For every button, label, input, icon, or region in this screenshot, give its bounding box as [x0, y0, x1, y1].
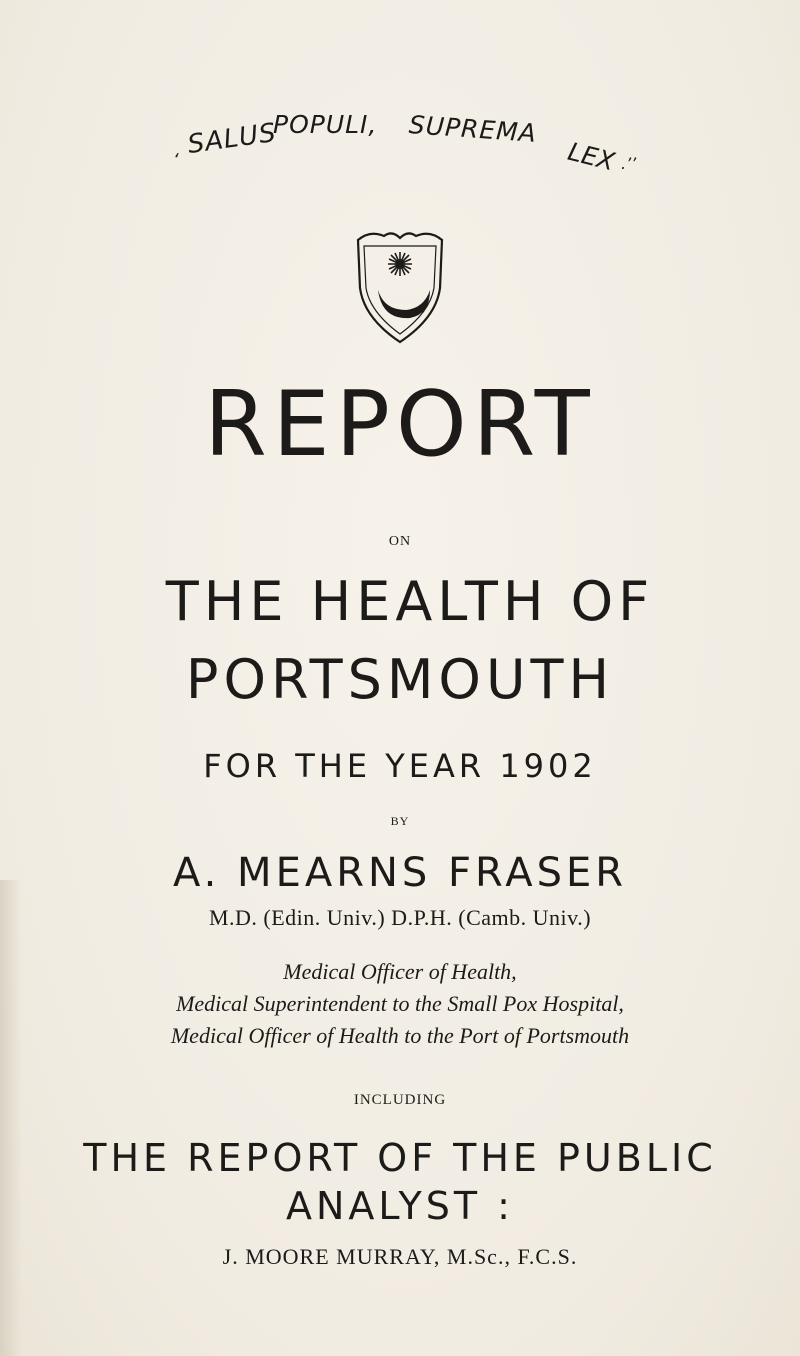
shield-star-crescent-icon — [350, 228, 450, 346]
author-name: A. MEARNS FRASER — [172, 850, 628, 896]
page-edge-shadow — [0, 880, 22, 1356]
motto-word-salus: SALUS — [185, 117, 279, 160]
year-line: FOR THE YEAR 1902 — [203, 747, 597, 785]
author-office-2: Medical Superintendent to the Small Pox Hospital, — [176, 991, 624, 1016]
motto-quote-open: ‘ — [173, 150, 179, 171]
appendix-title-line-2: ANALYST : — [286, 1184, 514, 1228]
motto-word-populi: POPULI, — [273, 110, 378, 139]
analyst-name: J. MOORE MURRAY, M.Sc., F.C.S. — [222, 1244, 578, 1269]
author-degrees: M.D. (Edin. Univ.) D.P.H. (Camb. Univ.) — [208, 905, 592, 930]
appendix-title-line-1: THE REPORT OF THE PUBLIC — [83, 1136, 717, 1180]
report-title: REPORT — [204, 372, 596, 477]
author-office-1: Medical Officer of Health, — [283, 959, 517, 984]
motto-word-lex: LEX — [565, 136, 618, 177]
subject-line-2: PORTSMOUTH — [185, 648, 615, 711]
motto — [0, 108, 800, 198]
motto-quote-close: .’’ — [621, 154, 637, 173]
by-label: BY — [390, 814, 410, 828]
on-label: ON — [388, 534, 412, 549]
author-office-3: Medical Officer of Health to the Port of Portsmouth — [170, 1023, 630, 1048]
motto-word-suprema: SUPREMA — [408, 110, 538, 148]
including-label: INCLUDING — [353, 1092, 447, 1108]
subject-line-1: THE HEALTH OF — [165, 570, 655, 633]
